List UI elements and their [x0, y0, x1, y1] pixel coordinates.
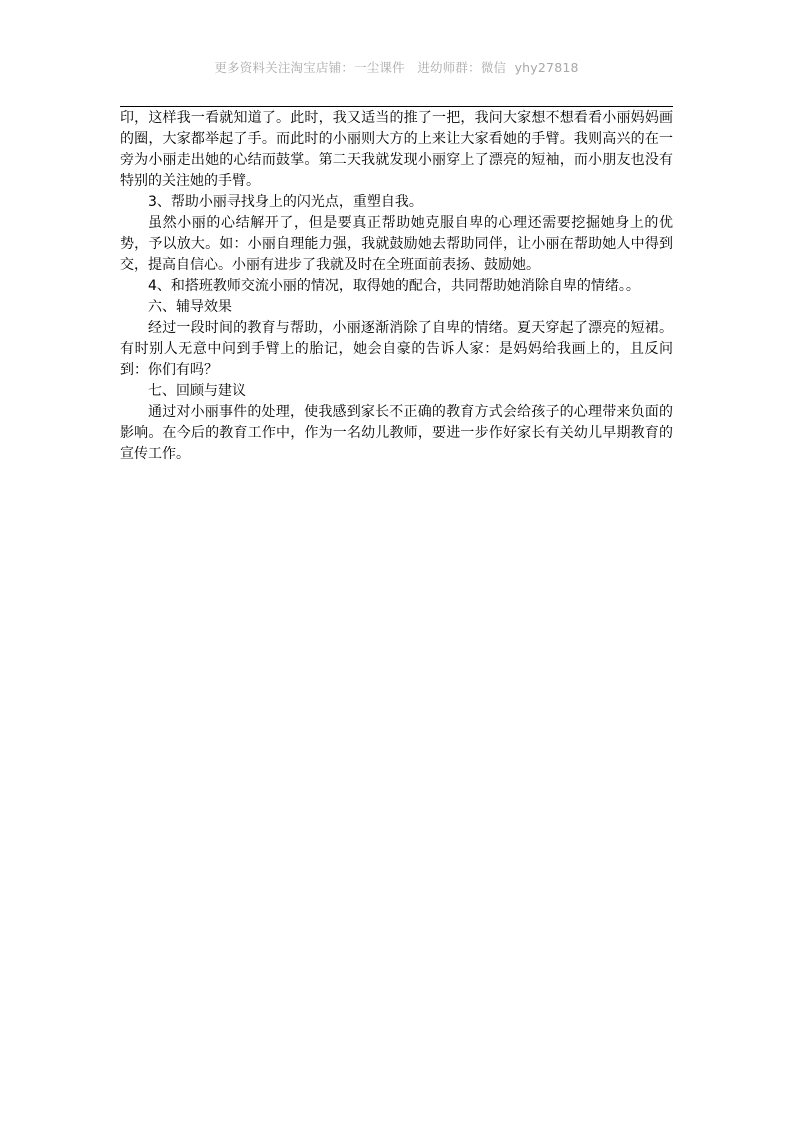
header-rule [120, 106, 673, 107]
section-heading-effect: 六、辅导效果 [148, 299, 232, 315]
paragraph-review: 通过对小丽事件的处理，使我感到家长不正确的教育方式会给孩子的心理带来负面的影响。在今后的教育工作中，作为一名幼儿教师，要进一步作好家长有关幼儿早期教育的宣传工作。 [120, 404, 673, 462]
paragraph-step-3-detail: 虽然小丽的心结解开了，但是要真正帮助她克服自卑的心理还需要挖掘她身上的优势，予以放大。如：小丽自理能力强，我就鼓励她去帮助同伴，让小丽在帮助她人中得到交，提高自信心。小丽有进步了我就及时在全班面前表扬、鼓励她。 [120, 215, 673, 273]
header-watermark-note: 更多资料关注淘宝店铺：一尘课件 进幼师群：微信 yhy27818 [214, 60, 579, 75]
section-heading-review: 七、回顾与建议 [148, 383, 246, 399]
document-body [120, 108, 673, 465]
paragraph-continuation: 印，这样我一看就知道了。此时，我又适当的推了一把，我问大家想不想看看小丽妈妈画的圈，大家都举起了手。而此时的小丽则大方的上来让大家看她的手臂。我则高兴的在一旁为小丽走出她的心结而鼓掌。第二天我就发现小丽穿上了漂亮的短袖，而小朋友也没有特别的关注她的手臂。 [120, 110, 673, 189]
paragraph-step-3: 3、帮助小丽寻找身上的闪光点，重塑自我。 [148, 194, 423, 210]
paragraph-step-4: 4、和搭班教师交流小丽的情况，取得她的配合，共同帮助她消除自卑的情绪。。 [148, 278, 640, 294]
paragraph-effect: 经过一段时间的教育与帮助，小丽逐渐消除了自卑的情绪。夏天穿起了漂亮的短裙。有时别人无意中问到手臂上的胎记，她会自豪的告诉人家：是妈妈给我画上的，且反问到：你们有吗？ [120, 320, 673, 378]
